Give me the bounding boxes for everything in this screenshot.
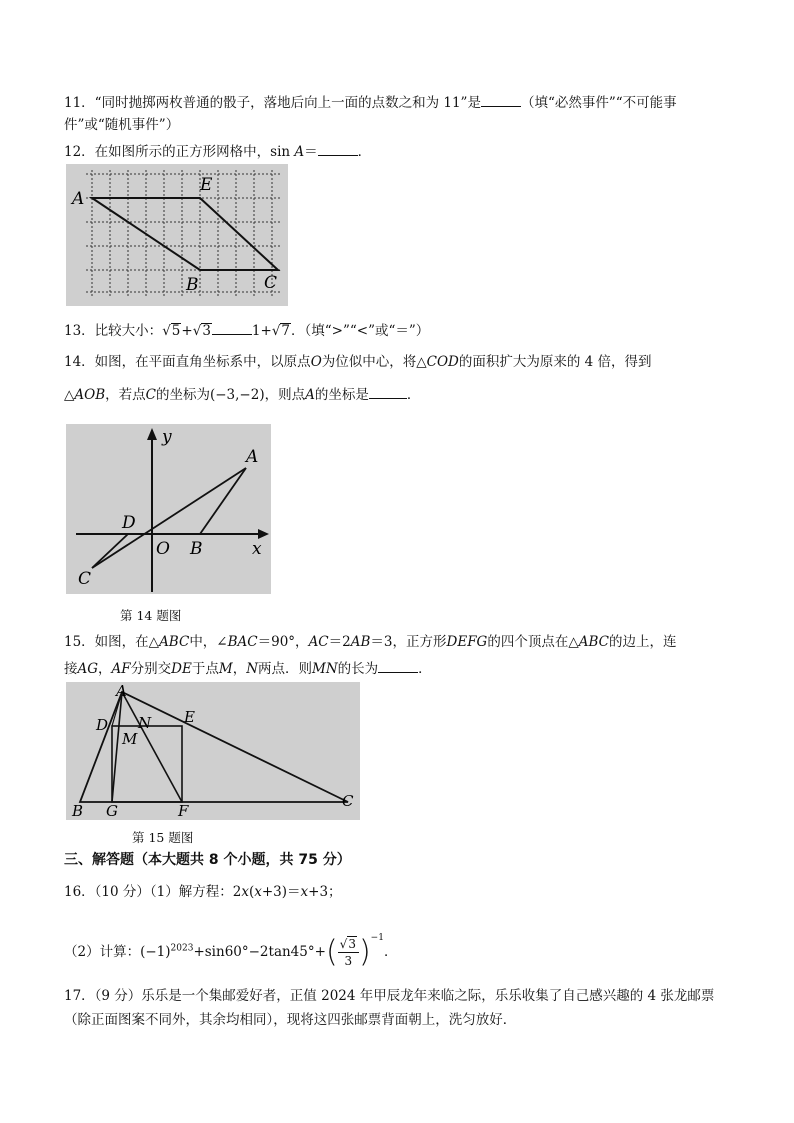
- q15-var-ag: AG: [77, 661, 99, 677]
- q15-var-ab: AB: [350, 634, 371, 650]
- q15-var-defg: DEFG: [446, 634, 488, 650]
- q15-var-af: AF: [111, 661, 131, 677]
- q15-text-c: ＝90°，: [257, 634, 309, 650]
- q12-grid-lines: [86, 170, 280, 298]
- q16-text-f: +sin60°−2tan45°+: [193, 944, 326, 960]
- q17-line2: （除正面图案不同外，其余均相同），现将这四张邮票背面朝上，洗匀放好．: [64, 1012, 517, 1028]
- section3-title: 三、解答题（本大题共 8 个小题，共 75 分）: [64, 852, 351, 868]
- q14-label-o: O: [156, 539, 170, 559]
- q16-text-d: +3；: [308, 884, 342, 900]
- q12-label-a: A: [72, 189, 85, 209]
- q11-text-b: （填“必然事件”“不可能事: [520, 95, 677, 111]
- q17-line1: 17．（9 分）乐乐是一个集邮爱好者，正值 2024 年甲辰龙年来临之际，乐乐收集了自己感兴趣的 4 张龙邮票: [64, 988, 715, 1004]
- q14-label-b: B: [190, 539, 203, 559]
- q11-answer-blank: [481, 92, 521, 107]
- q14-text-a: 14．如图，在平面直角坐标系中，以原点: [64, 354, 311, 370]
- q12-label-c: C: [264, 273, 278, 293]
- q15-end: ．: [418, 661, 432, 677]
- q15-var-n: N: [246, 661, 258, 677]
- q16-text-a: 16．（10 分）（1）解方程：2: [64, 884, 242, 900]
- q14-text-b: 为位似中心，将△: [321, 354, 427, 370]
- q14-figure: [66, 424, 271, 594]
- q15-text-g: 分别交: [130, 661, 172, 677]
- q15-var-abc2: ABC: [578, 634, 609, 650]
- q14-label-a: A: [246, 447, 259, 467]
- q12-var: A: [294, 144, 305, 160]
- q15-var-m: M: [218, 661, 233, 677]
- q14-segment-ab: [200, 468, 246, 534]
- q15-comma2: ，: [232, 661, 247, 677]
- q16-var-x1: x: [241, 884, 249, 900]
- q12-eq: ＝: [304, 144, 318, 160]
- q15-line1: [64, 632, 677, 652]
- q14-coord: (−3,−2): [209, 387, 265, 403]
- q15-triangle-svg: [66, 682, 360, 820]
- q12-text: 12．在如图所示的正方形网格中，sin: [64, 144, 291, 160]
- q15-var-abc: ABC: [159, 634, 190, 650]
- q15-eq2: ＝3，正方形: [370, 634, 447, 650]
- q15-var-bac: BAC: [227, 634, 258, 650]
- q14-text-f: ，则点: [264, 387, 306, 403]
- q16-text-e: （2）计算：(−1): [64, 944, 171, 960]
- q16-fraction: [338, 936, 359, 969]
- q15-text-j: 的长为: [337, 661, 379, 677]
- q14-var-a: A: [305, 387, 315, 403]
- q12-label-e: E: [200, 175, 213, 195]
- q15-label-d: D: [96, 716, 109, 734]
- q15-answer-blank: [378, 658, 418, 673]
- q13-plus: +: [181, 323, 193, 339]
- q15-line2: [64, 658, 432, 679]
- q14-line2: [64, 384, 420, 405]
- q16-end: ．: [383, 944, 398, 960]
- q15-text-i: 两点．则: [258, 661, 312, 677]
- q14-y-arrow: [147, 428, 157, 440]
- q14-var-c: C: [145, 387, 156, 403]
- q15-eq1: ＝2: [328, 634, 351, 650]
- q11-text-a: 11．“同时抛掷两枚普通的骰子，落地后向上一面的点数之和为 11”是: [64, 95, 481, 111]
- q12-line: [64, 141, 371, 162]
- q16-left-paren: (: [325, 934, 338, 970]
- q12-figure: [66, 164, 288, 306]
- q16-frac-num: √3: [338, 936, 359, 953]
- q14-label-c: C: [78, 569, 92, 589]
- q13-line: 13．比较大小：√5+√3 1+√7．（填“>”“<”或“＝”）: [64, 320, 429, 341]
- q13-sqrt7: 7: [281, 323, 291, 339]
- q12-end: ．: [357, 144, 372, 160]
- q16-frac-num-value: 3: [348, 937, 356, 951]
- q12-answer-blank: [318, 141, 358, 156]
- q15-label-e: E: [184, 708, 195, 726]
- q15-label-m: M: [122, 730, 138, 748]
- q16-line1: [64, 882, 342, 902]
- q16-right-paren: ): [358, 934, 371, 970]
- q15-caption: 第 15 题图: [132, 830, 194, 845]
- q16-exponent: 2023: [170, 943, 194, 954]
- q13-sqrt3: 3: [202, 323, 211, 339]
- q15-label-b: B: [72, 802, 84, 820]
- q13-text: 13．比较大小：: [64, 323, 163, 339]
- q14-var-o: O: [310, 354, 322, 370]
- q15-figure: [66, 682, 360, 820]
- q15-label-n: N: [138, 714, 152, 732]
- q14-caption: 第 14 题图: [120, 608, 182, 623]
- q14-line1: [64, 352, 652, 372]
- q16-line2: [64, 920, 397, 971]
- q14-label-d: D: [122, 513, 136, 533]
- q14-x-arrow: [258, 529, 269, 539]
- q13-sqrt5: 5: [171, 323, 181, 339]
- q16-frac-den: 3: [344, 954, 353, 968]
- q12-label-b: B: [186, 275, 199, 295]
- q14-text-g: 的坐标是: [314, 387, 369, 403]
- q14-var-aob: △AOB: [64, 387, 106, 403]
- q16-text-c: +3)＝: [261, 884, 301, 900]
- q14-label-y: y: [162, 427, 172, 447]
- q15-var-de: DE: [171, 661, 192, 677]
- q14-var-cod: COD: [426, 354, 459, 370]
- q15-text-d: 的四个顶点在△: [487, 634, 579, 650]
- q15-var-ac: AC: [308, 634, 329, 650]
- q15-comma: ，: [98, 661, 112, 677]
- q14-text-d: ，若点: [105, 387, 146, 403]
- q16-var-x2: x: [254, 884, 262, 900]
- q15-text-h: 于点: [191, 661, 219, 677]
- q15-text-f: 接: [64, 661, 78, 677]
- q14-text-e: 的坐标为: [155, 387, 210, 403]
- q14-label-x: x: [252, 539, 262, 559]
- q15-label-f: F: [178, 802, 189, 820]
- q12-grid-svg: [66, 164, 288, 306]
- q13-answer-blank: [212, 320, 252, 335]
- q13-one-plus: 1+: [251, 323, 272, 339]
- q14-end: ．: [406, 387, 421, 403]
- q15-label-a: A: [116, 682, 127, 700]
- q15-text-a: 15．如图，在△: [64, 634, 160, 650]
- q15-label-c: C: [342, 792, 354, 810]
- q11-line1: [64, 92, 677, 113]
- q16-text-b: (: [248, 884, 255, 900]
- q14-segment-cd: [92, 534, 128, 568]
- q13-end: ．（填“>”“<”或“＝”）: [291, 323, 430, 339]
- q11-line2: 件”或“随机事件”）: [64, 117, 180, 133]
- q14-text-c: 的面积扩大为原来的 4 倍，得到: [458, 354, 652, 370]
- q15-text-b: 中，∠: [189, 634, 228, 650]
- q16-var-x3: x: [300, 884, 309, 900]
- q15-label-g: G: [106, 802, 118, 820]
- q15-var-mn: MN: [312, 661, 338, 677]
- q15-text-e: 的边上，连: [609, 634, 677, 650]
- q14-answer-blank: [369, 384, 407, 399]
- q16-exponent2: −1: [370, 933, 384, 943]
- q12-parallelogram: [92, 198, 278, 270]
- q14-coordinate-svg: [66, 424, 271, 594]
